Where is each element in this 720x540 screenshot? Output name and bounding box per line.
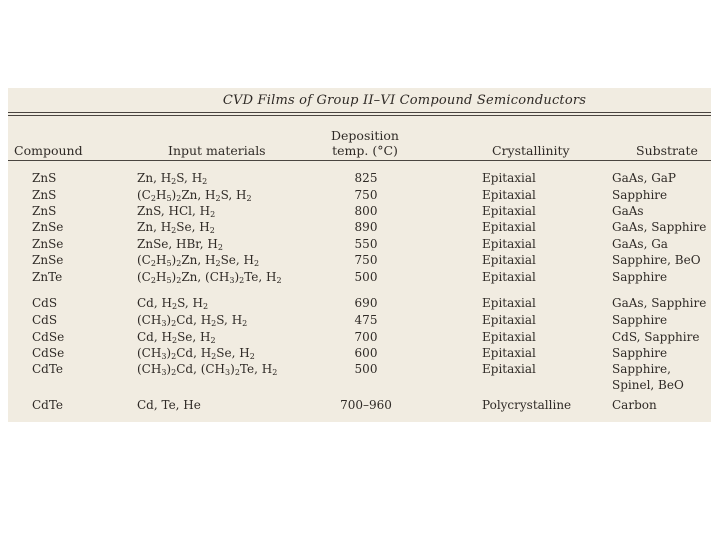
substrate-cell: Sapphire bbox=[612, 346, 668, 360]
compound-cell: CdSe bbox=[32, 346, 65, 360]
table-row bbox=[8, 312, 711, 328]
crystallinity-cell: Polycrystalline bbox=[482, 398, 572, 412]
header-substrate: Substrate bbox=[636, 143, 698, 158]
crystallinity-cell: Epitaxial bbox=[482, 253, 536, 267]
substrate-cell: GaAs, Ga bbox=[612, 237, 668, 251]
substrate-cell: Sapphire bbox=[612, 270, 668, 284]
table-row bbox=[8, 329, 711, 345]
substrate-cell: CdS, Sapphire bbox=[612, 330, 700, 344]
input-materials-cell: $(CH_3)_2Cd$, $(CH_3)_2Te$, $H_2$ bbox=[137, 362, 278, 377]
table-row bbox=[8, 361, 711, 393]
crystallinity-cell: Epitaxial bbox=[482, 296, 536, 310]
header-temp: Deposition temp. (°C) bbox=[331, 128, 399, 158]
input-materials-cell: $(C_2H_5)_2Zn$, $H_2S$, $H_2$ bbox=[137, 188, 252, 203]
deposition-temp-cell: 700 bbox=[354, 330, 378, 344]
crystallinity-cell: Epitaxial bbox=[482, 220, 536, 234]
substrate-cell: GaAs bbox=[612, 204, 644, 218]
compound-cell: ZnSe bbox=[32, 253, 64, 267]
input-materials-cell: Cd, $H_2S$, $H_2$ bbox=[137, 296, 209, 311]
input-materials-cell: $(CH_3)_2Cd$, $H_2S$, $H_2$ bbox=[137, 313, 248, 328]
table-row bbox=[8, 397, 711, 413]
substrate-cell: Carbon bbox=[612, 398, 657, 412]
compound-cell: ZnTe bbox=[32, 270, 63, 284]
header-input: Input materials bbox=[168, 143, 266, 158]
input-materials-cell: Cd, $H_2Se$, $H_2$ bbox=[137, 330, 216, 345]
deposition-temp-cell: 750 bbox=[354, 188, 378, 202]
substrate-cell: Sapphire, BeO bbox=[612, 253, 701, 267]
table-row bbox=[8, 295, 711, 311]
input-materials-cell: Cd, Te, He bbox=[137, 398, 201, 412]
deposition-temp-cell: 825 bbox=[354, 171, 378, 185]
compound-cell: ZnS bbox=[32, 204, 57, 218]
deposition-temp-cell: 700–960 bbox=[340, 398, 392, 412]
substrate-cell: Sapphire bbox=[612, 313, 668, 327]
crystallinity-cell: Epitaxial bbox=[482, 270, 536, 284]
crystallinity-cell: Epitaxial bbox=[482, 362, 536, 376]
deposition-temp-cell: 500 bbox=[354, 270, 378, 284]
compound-cell: CdS bbox=[32, 296, 58, 310]
deposition-temp-cell: 690 bbox=[354, 296, 378, 310]
deposition-temp-cell: 600 bbox=[354, 346, 378, 360]
input-materials-cell: $(CH_3)_2Cd$, $H_2Se$, $H_2$ bbox=[137, 346, 255, 361]
table-row bbox=[8, 236, 711, 252]
compound-cell: CdS bbox=[32, 313, 58, 327]
input-materials-cell: $(C_2H_5)_2Zn$, $(CH_3)_2Te$, $H_2$ bbox=[137, 270, 282, 285]
crystallinity-cell: Epitaxial bbox=[482, 346, 536, 360]
compound-cell: ZnSe bbox=[32, 237, 64, 251]
crystallinity-cell: Epitaxial bbox=[482, 330, 536, 344]
table-row bbox=[8, 187, 711, 203]
input-materials-cell: Zn, $H_2S$, $H_2$ bbox=[137, 171, 208, 186]
table-row bbox=[8, 269, 711, 285]
table-row bbox=[8, 345, 711, 361]
table-scan bbox=[8, 88, 711, 422]
header-crystallinity: Crystallinity bbox=[492, 143, 570, 158]
deposition-temp-cell: 750 bbox=[354, 253, 378, 267]
table-row bbox=[8, 252, 711, 268]
substrate-cell: GaAs, GaP bbox=[612, 171, 677, 185]
compound-cell: ZnSe bbox=[32, 220, 64, 234]
deposition-temp-cell: 550 bbox=[354, 237, 378, 251]
top-rule bbox=[8, 112, 711, 113]
header-rule bbox=[8, 160, 711, 161]
crystallinity-cell: Epitaxial bbox=[482, 237, 536, 251]
crystallinity-cell: Epitaxial bbox=[482, 188, 536, 202]
substrate-cell: GaAs, Sapphire bbox=[612, 220, 707, 234]
table-row bbox=[8, 203, 711, 219]
table-title: CVD Films of Group II–VI Compound Semiconductors bbox=[222, 93, 587, 108]
compound-cell: ZnS bbox=[32, 188, 57, 202]
compound-cell: CdTe bbox=[32, 398, 64, 412]
compound-cell: ZnS bbox=[32, 171, 57, 185]
deposition-temp-cell: 800 bbox=[354, 204, 378, 218]
crystallinity-cell: Epitaxial bbox=[482, 313, 536, 327]
deposition-temp-cell: 890 bbox=[354, 220, 378, 234]
crystallinity-cell: Epitaxial bbox=[482, 171, 536, 185]
input-materials-cell: $(C_2H_5)_2Zn$, $H_2Se$, $H_2$ bbox=[137, 253, 260, 268]
deposition-temp-cell: 500 bbox=[354, 362, 378, 376]
substrate-cell: GaAs, Sapphire bbox=[612, 296, 707, 310]
input-materials-cell: ZnS, HCl, $H_2$ bbox=[137, 204, 216, 219]
compound-cell: CdTe bbox=[32, 362, 64, 376]
table-row bbox=[8, 170, 711, 186]
deposition-temp-cell: 475 bbox=[354, 313, 378, 327]
input-materials-cell: Zn, $H_2Se$, $H_2$ bbox=[137, 220, 215, 235]
compound-cell: CdSe bbox=[32, 330, 65, 344]
crystallinity-cell: Epitaxial bbox=[482, 204, 536, 218]
top-rule-double bbox=[8, 115, 711, 116]
substrate-cell: Sapphire, Spinel, BeO bbox=[612, 362, 684, 392]
header-compound: Compound bbox=[14, 143, 83, 158]
input-materials-cell: ZnSe, HBr, $H_2$ bbox=[137, 237, 223, 252]
substrate-cell: Sapphire bbox=[612, 188, 668, 202]
table-row bbox=[8, 219, 711, 235]
